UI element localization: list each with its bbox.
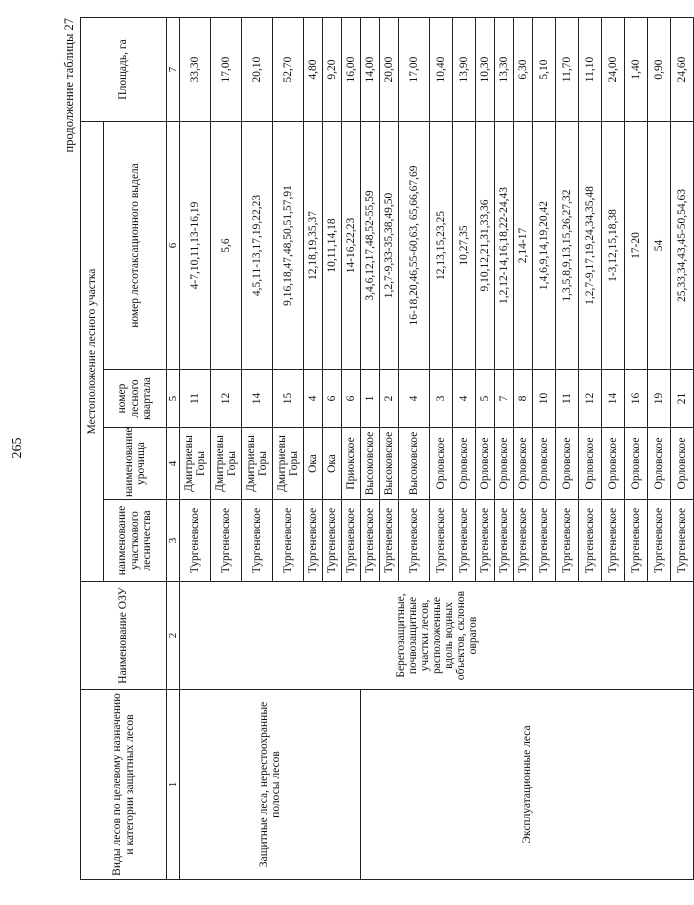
plots-cell: 25,33,34,43,45-50,54,63 [671, 122, 694, 370]
quarter-cell: 14 [602, 370, 625, 428]
tract-cell: Ока [323, 428, 342, 500]
column-number: 2 [167, 582, 180, 690]
forestry-cell: Тургеневское [514, 500, 533, 582]
table-row [361, 18, 380, 880]
quarter-cell: 4 [453, 370, 476, 428]
column-number: 6 [167, 122, 180, 370]
tract-cell: Орловское [514, 428, 533, 500]
quarter-cell: 19 [648, 370, 671, 428]
header-area: Площадь, га [81, 18, 167, 122]
column-number-row [167, 18, 180, 880]
plots-cell: 1,4,6,9,14,19,20,42 [533, 122, 556, 370]
quarter-cell: 11 [556, 370, 579, 428]
plots-cell: 4,5,11-13,17,19,22,23 [242, 122, 273, 370]
plots-cell: 1,2,12-14,16,18,22-24,43 [495, 122, 514, 370]
plots-cell: 1,2,7-9,33-35,38,49,50 [380, 122, 399, 370]
area-cell: 6,30 [514, 18, 533, 122]
area-cell: 5,10 [533, 18, 556, 122]
area-cell: 24,00 [602, 18, 625, 122]
column-number: 7 [167, 18, 180, 122]
quarter-cell: 6 [342, 370, 361, 428]
quarter-cell: 14 [242, 370, 273, 428]
plots-cell: 10,27,35 [453, 122, 476, 370]
quarter-cell: 15 [273, 370, 304, 428]
area-cell: 20,00 [380, 18, 399, 122]
forestry-cell: Тургеневское [323, 500, 342, 582]
plots-cell: 1,3,5,8,9,13,15,26,27,32 [556, 122, 579, 370]
quarter-cell: 16 [625, 370, 648, 428]
forestry-cell: Тургеневское [399, 500, 430, 582]
header-forest-types: Виды лесов по целевому назначению и категории защитных лесов [81, 690, 167, 880]
category-protective-forests: Защитные леса, нерестоохранные полосы лесов [180, 690, 361, 880]
area-cell: 17,00 [399, 18, 430, 122]
plots-cell: 12,18,19,35,37 [304, 122, 323, 370]
area-cell: 24,60 [671, 18, 694, 122]
column-number: 5 [167, 370, 180, 428]
area-cell: 9,20 [323, 18, 342, 122]
page-number: 265 [10, 437, 25, 459]
tract-cell: Орловское [602, 428, 625, 500]
area-cell: 0,90 [648, 18, 671, 122]
forestry-cell: Тургеневское [211, 500, 242, 582]
area-cell: 13,30 [495, 18, 514, 122]
table-continuation-caption: продолжение таблицы 27 [62, 18, 76, 153]
ozu-name-cell: Берегозащитные, почвозащитные участки лесов, расположенные вдоль водных объектов, склонов оврагов [180, 582, 694, 690]
tract-cell: Орловское [533, 428, 556, 500]
header-quarter-number: номер лесного квартала [104, 370, 167, 428]
header-location-group: Местоположение лесного участка [81, 122, 104, 582]
quarter-cell: 8 [514, 370, 533, 428]
quarter-cell: 4 [304, 370, 323, 428]
plots-cell: 1,2,7-9,17,19,24,34,35,48 [579, 122, 602, 370]
table-row [180, 18, 211, 880]
area-cell: 33,30 [180, 18, 211, 122]
forestry-cell: Тургеневское [625, 500, 648, 582]
quarter-cell: 12 [211, 370, 242, 428]
forestry-cell: Тургеневское [380, 500, 399, 582]
forestry-cell: Тургеневское [602, 500, 625, 582]
tract-cell: Ока [304, 428, 323, 500]
forestry-cell: Тургеневское [671, 500, 694, 582]
tract-cell: Орловское [430, 428, 453, 500]
quarter-cell: 1 [361, 370, 380, 428]
quarter-cell: 3 [430, 370, 453, 428]
forestry-cell: Тургеневское [495, 500, 514, 582]
column-number: 3 [167, 500, 180, 582]
tract-cell: Дмитриевы Горы [180, 428, 211, 500]
forestry-cell: Тургеневское [648, 500, 671, 582]
plots-cell: 10,11,14,18 [323, 122, 342, 370]
area-cell: 1,40 [625, 18, 648, 122]
column-number: 1 [167, 690, 180, 880]
area-cell: 14,00 [361, 18, 380, 122]
area-cell: 16,00 [342, 18, 361, 122]
area-cell: 20,10 [242, 18, 273, 122]
area-cell: 52,70 [273, 18, 304, 122]
quarter-cell: 12 [579, 370, 602, 428]
plots-cell: 2,14-17 [514, 122, 533, 370]
plots-cell: 54 [648, 122, 671, 370]
tract-cell: Орловское [625, 428, 648, 500]
tract-cell: Орловское [556, 428, 579, 500]
plots-cell: 1-3,12,15,18,38 [602, 122, 625, 370]
tract-cell: Высоковское [361, 428, 380, 500]
tract-cell: Орловское [476, 428, 495, 500]
tract-cell: Высоковское [399, 428, 430, 500]
tract-cell: Орловское [648, 428, 671, 500]
quarter-cell: 6 [323, 370, 342, 428]
forestry-cell: Тургеневское [556, 500, 579, 582]
quarter-cell: 11 [180, 370, 211, 428]
tract-cell: Высоковское [380, 428, 399, 500]
header-tract-name: наименование урочища [104, 428, 167, 500]
area-cell: 17,00 [211, 18, 242, 122]
header-plot-number: номер лесотаксационного выдела [104, 122, 167, 370]
quarter-cell: 7 [495, 370, 514, 428]
plots-cell: 16-18,20,46,55-60,63, 65,66,67,69 [399, 122, 430, 370]
plots-cell: 5,6 [211, 122, 242, 370]
area-cell: 10,40 [430, 18, 453, 122]
plots-cell: 17-20 [625, 122, 648, 370]
category-exploitation-forests: Эксплуатационные леса [361, 690, 694, 880]
area-cell: 11,70 [556, 18, 579, 122]
forestry-cell: Тургеневское [304, 500, 323, 582]
forestry-cell: Тургеневское [242, 500, 273, 582]
plots-cell: 4-7,10,11,13-16,19 [180, 122, 211, 370]
tract-cell: Орловское [453, 428, 476, 500]
tract-cell: Дмитриевы Горы [211, 428, 242, 500]
forestry-cell: Тургеневское [430, 500, 453, 582]
area-cell: 11,10 [579, 18, 602, 122]
area-cell: 10,30 [476, 18, 495, 122]
tract-cell: Дмитриевы Горы [273, 428, 304, 500]
forestry-cell: Тургеневское [533, 500, 556, 582]
forestry-cell: Тургеневское [361, 500, 380, 582]
quarter-cell: 21 [671, 370, 694, 428]
column-number: 4 [167, 428, 180, 500]
plots-cell: 14-16,22,23 [342, 122, 361, 370]
tract-cell: Дмитриевы Горы [242, 428, 273, 500]
tract-cell: Орловское [671, 428, 694, 500]
forestry-cell: Тургеневское [180, 500, 211, 582]
area-cell: 4,80 [304, 18, 323, 122]
tract-cell: Орловское [579, 428, 602, 500]
forest-table [80, 17, 694, 880]
forestry-cell: Тургеневское [342, 500, 361, 582]
plots-cell: 9,10,12,21,31,33,36 [476, 122, 495, 370]
plots-cell: 3,4,6,12,17,48,52-55,59 [361, 122, 380, 370]
quarter-cell: 4 [399, 370, 430, 428]
forestry-cell: Тургеневское [476, 500, 495, 582]
forestry-cell: Тургеневское [579, 500, 602, 582]
forestry-cell: Тургеневское [453, 500, 476, 582]
tract-cell: Приокское [342, 428, 361, 500]
quarter-cell: 5 [476, 370, 495, 428]
area-cell: 13,90 [453, 18, 476, 122]
quarter-cell: 10 [533, 370, 556, 428]
tract-cell: Орловское [495, 428, 514, 500]
plots-cell: 9,16,18,47,48,50,51,57,91 [273, 122, 304, 370]
plots-cell: 12,13,15,23,25 [430, 122, 453, 370]
quarter-cell: 2 [380, 370, 399, 428]
header-district-forestry: наименование участкового лесничества [104, 500, 167, 582]
forestry-cell: Тургеневское [273, 500, 304, 582]
header-ozu-name: Наименование ОЗУ [81, 582, 167, 690]
rotated-page-content [62, 18, 688, 880]
